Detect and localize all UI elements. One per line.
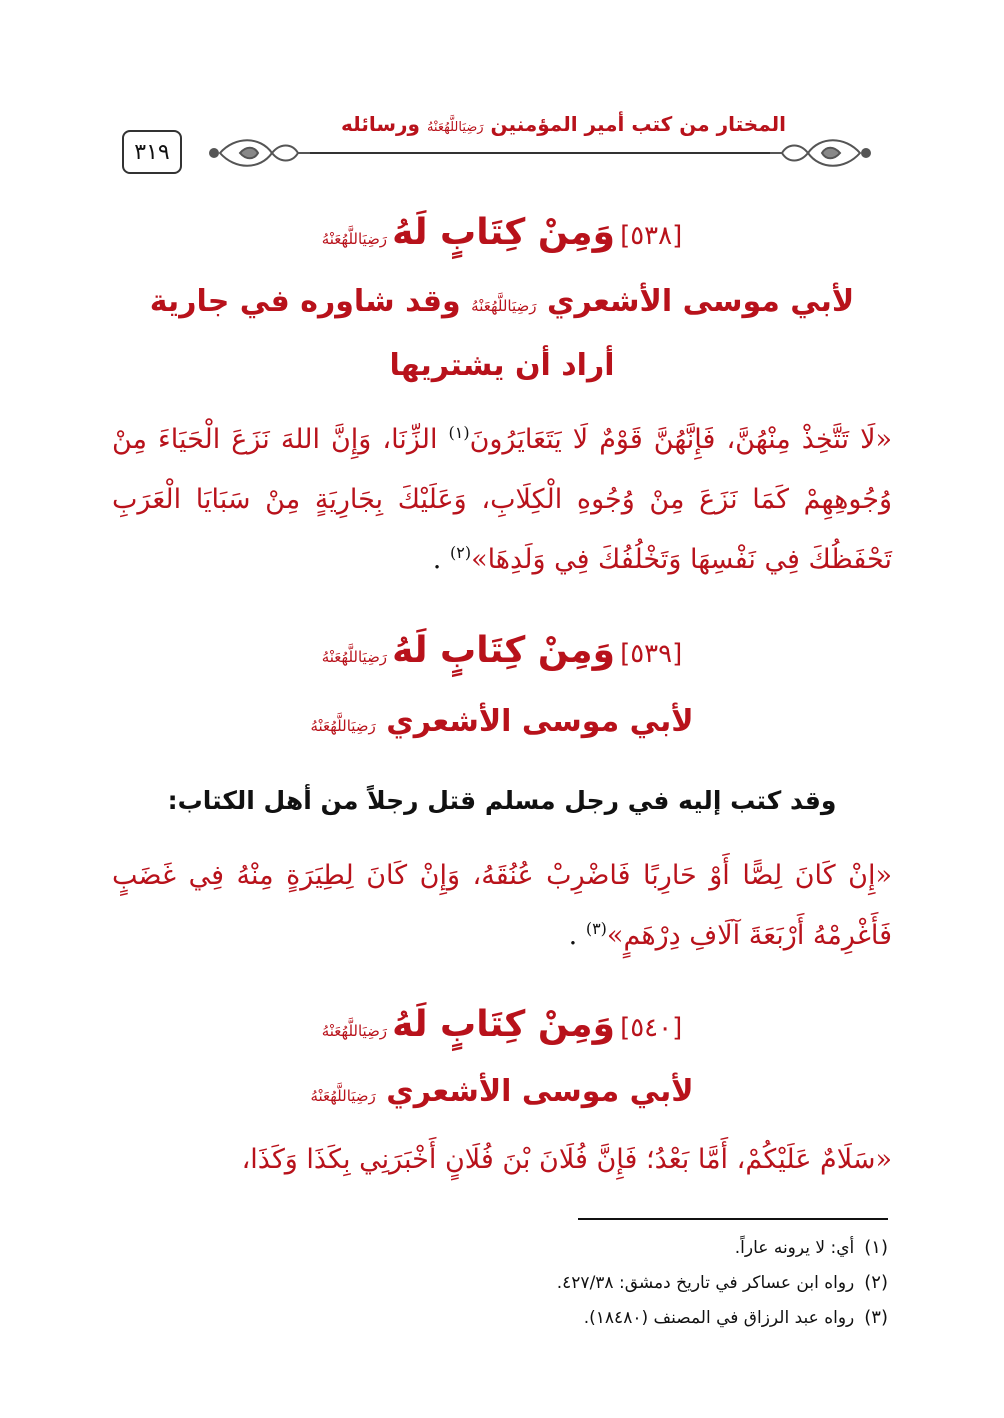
recipient-text: لأبي موسى الأشعري — [546, 284, 855, 319]
recipient-honorific: رَضِيَاللَّهُعَنْهُ — [310, 1087, 376, 1105]
running-title-text: المختار من كتب أمير المؤمنين — [490, 112, 786, 136]
section-title: وَمِنْ كِتَابٍ لَهُ — [392, 630, 615, 671]
footnote-text: أي: لا يرونه عاراً. — [734, 1238, 855, 1258]
footnote-ref: (٣) — [585, 919, 607, 938]
section-539-context: وقد كتب إليه في رجل مسلم قتل رجلاً من أهل الكتاب: — [167, 786, 837, 815]
footnote-1 — [108, 1230, 888, 1265]
page-number: ٣١٩ — [134, 139, 170, 165]
running-title-suffix: ورسائله — [341, 112, 420, 136]
section-honorific: رَضِيَاللَّهُعَنْهُ — [321, 648, 388, 666]
page-number-box — [122, 130, 182, 174]
quote-text: «لَا تَتَّخِذْ مِنْهُنَّ، فَإِنَّهُنَّ قَوْمٌ لَا يَتَعَايَرُونَ — [469, 424, 892, 455]
quote-text: «سَلَامٌ عَلَيْكُمْ، أَمَّا بَعْدُ؛ فَإِنَّ فُلَانَ بْنَ فُلَانٍ أَخْبَرَنِي بِكَذَا وَكَذَا، — [241, 1144, 892, 1175]
section-540-body — [112, 1130, 892, 1190]
section-538-recipient-line2 — [100, 348, 904, 383]
footnote-number: (١) — [864, 1237, 888, 1258]
section-honorific: رَضِيَاللَّهُعَنْهُ — [321, 230, 388, 248]
footnote-text: رواه ابن عساكر في تاريخ دمشق: ٤٢٧/٣٨. — [556, 1273, 855, 1293]
section-538-recipient — [100, 284, 904, 319]
section-539-heading — [100, 630, 904, 671]
recipient-honorific: رَضِيَاللَّهُعَنْهُ — [471, 297, 537, 315]
recipient-honorific: رَضِيَاللَّهُعَنْهُ — [310, 717, 376, 735]
section-number: [٥٤٠] — [620, 1013, 683, 1043]
section-number: [٥٣٩] — [620, 639, 683, 669]
quote-text-continued: الزِّنَا، وَإِنَّ اللهَ نَزَعَ الْحَيَاءَ مِنْ وُجُوهِهِمْ كَمَا نَزَعَ مِنْ وُجُوهِ الْكِلَابِ، وَعَلَيْكَ بِجَارِيَةٍ مِنْ سَبَايَا الْعَرَبِ تَحْفَظُكَ فِي نَفْسِهَا وَتَخْلُفُكَ فِي وَلَدِهَا» — [112, 424, 892, 575]
footnote-ref: (١) — [448, 423, 470, 442]
footnote-text: رواه عبد الرزاق في المصنف (١٨٤٨٠). — [583, 1308, 855, 1328]
section-title: وَمِنْ كِتَابٍ لَهُ — [392, 1004, 615, 1045]
section-539-recipient — [100, 704, 904, 739]
footnote-2 — [108, 1265, 888, 1300]
section-540-heading — [100, 1004, 904, 1045]
section-539-body — [112, 846, 892, 966]
recipient-text-line2: أراد أن يشتريها — [389, 348, 615, 383]
footnote-3 — [108, 1300, 888, 1335]
footnotes — [108, 1230, 888, 1335]
section-number: [٥٣٨] — [620, 221, 683, 251]
running-title-honorific: رَضِيَاللَّهُعَنْهُ — [426, 120, 484, 135]
recipient-text: لأبي موسى الأشعري — [386, 1074, 694, 1109]
sentence-end: . — [432, 544, 450, 575]
quote-text: «إِنْ كَانَ لِصًّا أَوْ حَارِبًا فَاضْرِبْ عُنُقَهُ، وَإِنْ كَانَ لِطِيَرَةٍ مِنْهُ فِي غَضَبٍ فَأَغْرِمْهُ أَرْبَعَةَ آلَافِ دِرْهَمٍ» — [112, 860, 892, 951]
recipient-text-continued: وقد شاوره في جارية — [149, 284, 461, 319]
recipient-text: لأبي موسى الأشعري — [386, 704, 694, 739]
section-title: وَمِنْ كِتَابٍ لَهُ — [392, 212, 615, 253]
section-538-body — [112, 410, 892, 590]
footnote-number: (٣) — [864, 1307, 888, 1328]
footnote-number: (٢) — [864, 1272, 888, 1293]
section-honorific: رَضِيَاللَّهُعَنْهُ — [321, 1022, 388, 1040]
footnote-ref: (٢) — [449, 543, 472, 562]
section-540-recipient — [100, 1074, 904, 1109]
footnote-divider — [578, 1218, 888, 1220]
running-title — [341, 112, 786, 148]
section-538-heading — [100, 212, 904, 253]
sentence-end: . — [568, 920, 586, 951]
